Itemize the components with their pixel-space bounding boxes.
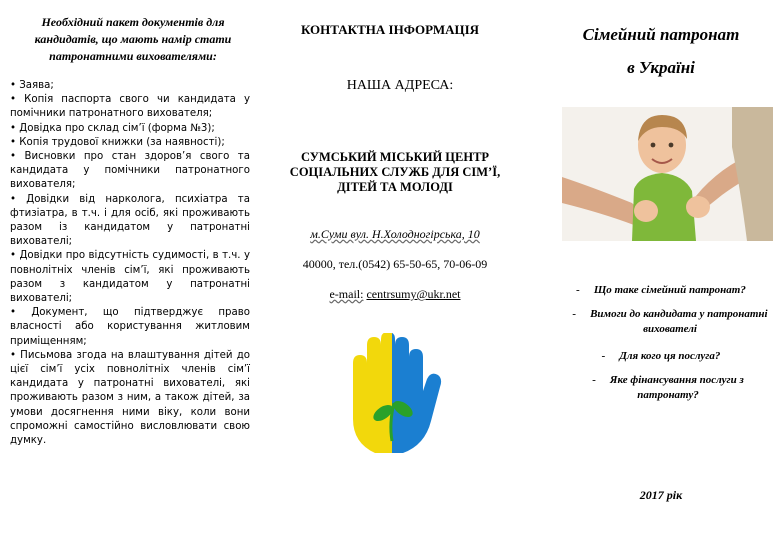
contact-panel bbox=[270, 0, 530, 535]
documents-panel bbox=[0, 0, 258, 535]
address-label: НАША АДРЕСА: bbox=[346, 78, 454, 93]
question-item: - Вимоги до кандидата у патронатні вихователі bbox=[572, 308, 768, 335]
list-item: • Письмова згода на влаштування дітей до цієї сім’ї усіх повнолітніх членів сім’ї кандидата у патронатні вихователі, які проживають разом з ним, а також дітей, за умови досягнення ними віку, коли вони спроможні самостійно висловлювати свою думку. bbox=[10, 349, 250, 447]
year-label: 2017 рік bbox=[639, 488, 683, 502]
street-address: м.Суми вул. Н.Холодногірська, 10 bbox=[310, 227, 480, 241]
cover-title-line2: в Україні bbox=[627, 58, 695, 77]
question-item: - Для кого ця послуга? bbox=[601, 350, 721, 362]
cover-panel bbox=[548, 0, 774, 535]
list-item: • Висновки про стан здоров’я свого та кандидата у помічники патронатного вихователя; bbox=[10, 151, 250, 191]
email-line bbox=[270, 287, 520, 302]
documents-list bbox=[10, 79, 250, 448]
list-item: • Заява; bbox=[10, 80, 54, 91]
family-photo bbox=[562, 107, 773, 241]
documents-title: Необхідний пакет документів для кандидатів, що мають намір стати патронатними вихователями: bbox=[34, 15, 232, 63]
email-link[interactable]: centrsumy@ukr.net bbox=[366, 287, 461, 301]
phone-numbers: 40000, тел.(0542) 65-50-65, 70-06-09 bbox=[302, 257, 488, 271]
question-item: - Що таке сімейний патронат? bbox=[576, 284, 746, 296]
list-item: • Копія паспорта свого чи кандидата у помічники патронатного вихователя; bbox=[10, 94, 250, 120]
list-item: • Документ, що підтверджує право власності або користування житловим приміщенням; bbox=[10, 307, 250, 347]
cover-title-line1: Сімейний патронат bbox=[582, 25, 740, 44]
hand-logo-icon bbox=[339, 333, 445, 457]
list-item: • Копія трудової книжки (за наявності); bbox=[10, 136, 225, 148]
contact-heading: КОНТАКТНА ІНФОРМАЦІЯ bbox=[300, 22, 480, 37]
list-item: • Довідки про відсутність судимості, в т.ч. у повнолітніх членів сім’ї, які проживають разом з кандидатом у патронатні вихователі; bbox=[10, 250, 250, 305]
list-item: • Довідка про склад сім’ї (форма №3); bbox=[10, 122, 215, 134]
cover-title bbox=[548, 18, 774, 84]
question-item: - Яке фінансування послуги з патронату? bbox=[592, 374, 744, 401]
organization-name: СУМСЬКИЙ МІСЬКИЙ ЦЕНТР СОЦІАЛЬНИХ СЛУЖБ ДЛЯ СІМ’Ї, ДІТЕЙ ТА МОЛОДІ bbox=[289, 150, 501, 194]
list-item: • Довідки від нарколога, психіатра та фтизіатра, в т.ч. і для осіб, які проживають разом із кандидатом у патронатні вихователі; bbox=[10, 193, 250, 248]
email-label: e-mail: bbox=[329, 287, 364, 301]
